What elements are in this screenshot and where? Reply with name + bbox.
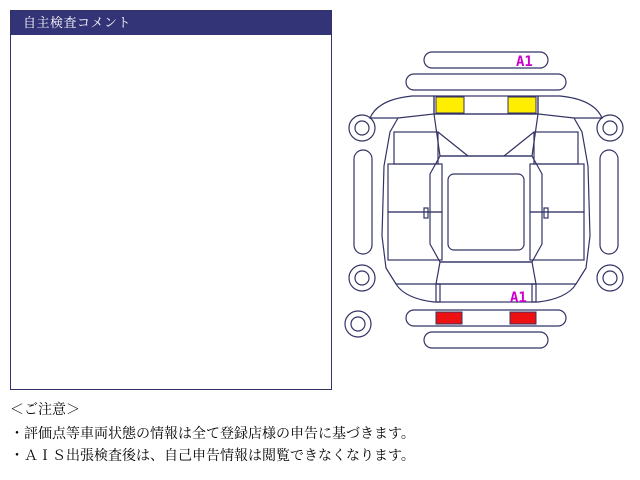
notice-line-2: ・ＡＩＳ出張検査後は、自己申告情報は閲覧できなくなります。	[10, 447, 415, 463]
spare-wheel	[345, 311, 371, 337]
right-door-handle	[544, 208, 548, 218]
rear-damage-label: A1	[510, 290, 527, 306]
right-side-sill	[600, 150, 618, 254]
rear-right-damage-marker	[510, 312, 536, 324]
rear-right-wheel-hub	[603, 271, 617, 285]
front-left-wheel-hub	[355, 121, 369, 135]
rear-left-door	[388, 212, 442, 260]
front-bumper-lower	[406, 74, 566, 90]
front-damage-label: A1	[516, 54, 533, 70]
hood-panel	[434, 114, 538, 156]
rear-right-corner-panel	[532, 284, 576, 302]
rear-bumper-lower	[424, 332, 548, 348]
front-left-corner-panel	[370, 96, 434, 118]
front-right-damage-marker	[508, 97, 536, 113]
front-left-fender-line	[438, 132, 468, 156]
body-left-outline	[382, 118, 398, 284]
rear-left-damage-marker	[436, 312, 462, 324]
front-left-damage-marker	[436, 97, 464, 113]
spare-wheel-hub	[351, 317, 365, 331]
comment-panel-body	[11, 35, 331, 389]
body-right-outline	[574, 118, 590, 284]
rear-left-wheel	[349, 265, 375, 291]
trunk-panel	[436, 262, 536, 284]
front-right-wheel	[597, 115, 623, 141]
comment-panel-title: 自主検査コメント	[11, 11, 331, 35]
roof-panel	[448, 174, 524, 250]
left-door-handle	[424, 208, 428, 218]
front-right-corner-panel	[538, 96, 602, 118]
front-left-door	[388, 164, 442, 212]
front-left-wheel	[349, 115, 375, 141]
vehicle-damage-diagram	[336, 6, 636, 390]
front-right-door	[530, 164, 584, 212]
rear-left-wheel-hub	[355, 271, 369, 285]
rear-bumper-upper	[406, 310, 566, 326]
front-right-fender	[534, 132, 578, 164]
front-left-fender	[394, 132, 438, 164]
front-right-fender-line	[504, 132, 534, 156]
rear-right-wheel	[597, 265, 623, 291]
cabin-outline	[430, 156, 542, 262]
notice-line-1: ・評価点等車両状態の情報は全て登録店様の申告に基づきます。	[10, 425, 415, 441]
rear-right-door	[530, 212, 584, 260]
self-inspection-comment-panel	[10, 10, 332, 390]
rear-left-corner-panel	[396, 284, 440, 302]
notice-block	[10, 398, 630, 466]
front-right-wheel-hub	[603, 121, 617, 135]
notice-title: ＜ご注意＞	[10, 401, 80, 417]
left-side-sill	[354, 150, 372, 254]
